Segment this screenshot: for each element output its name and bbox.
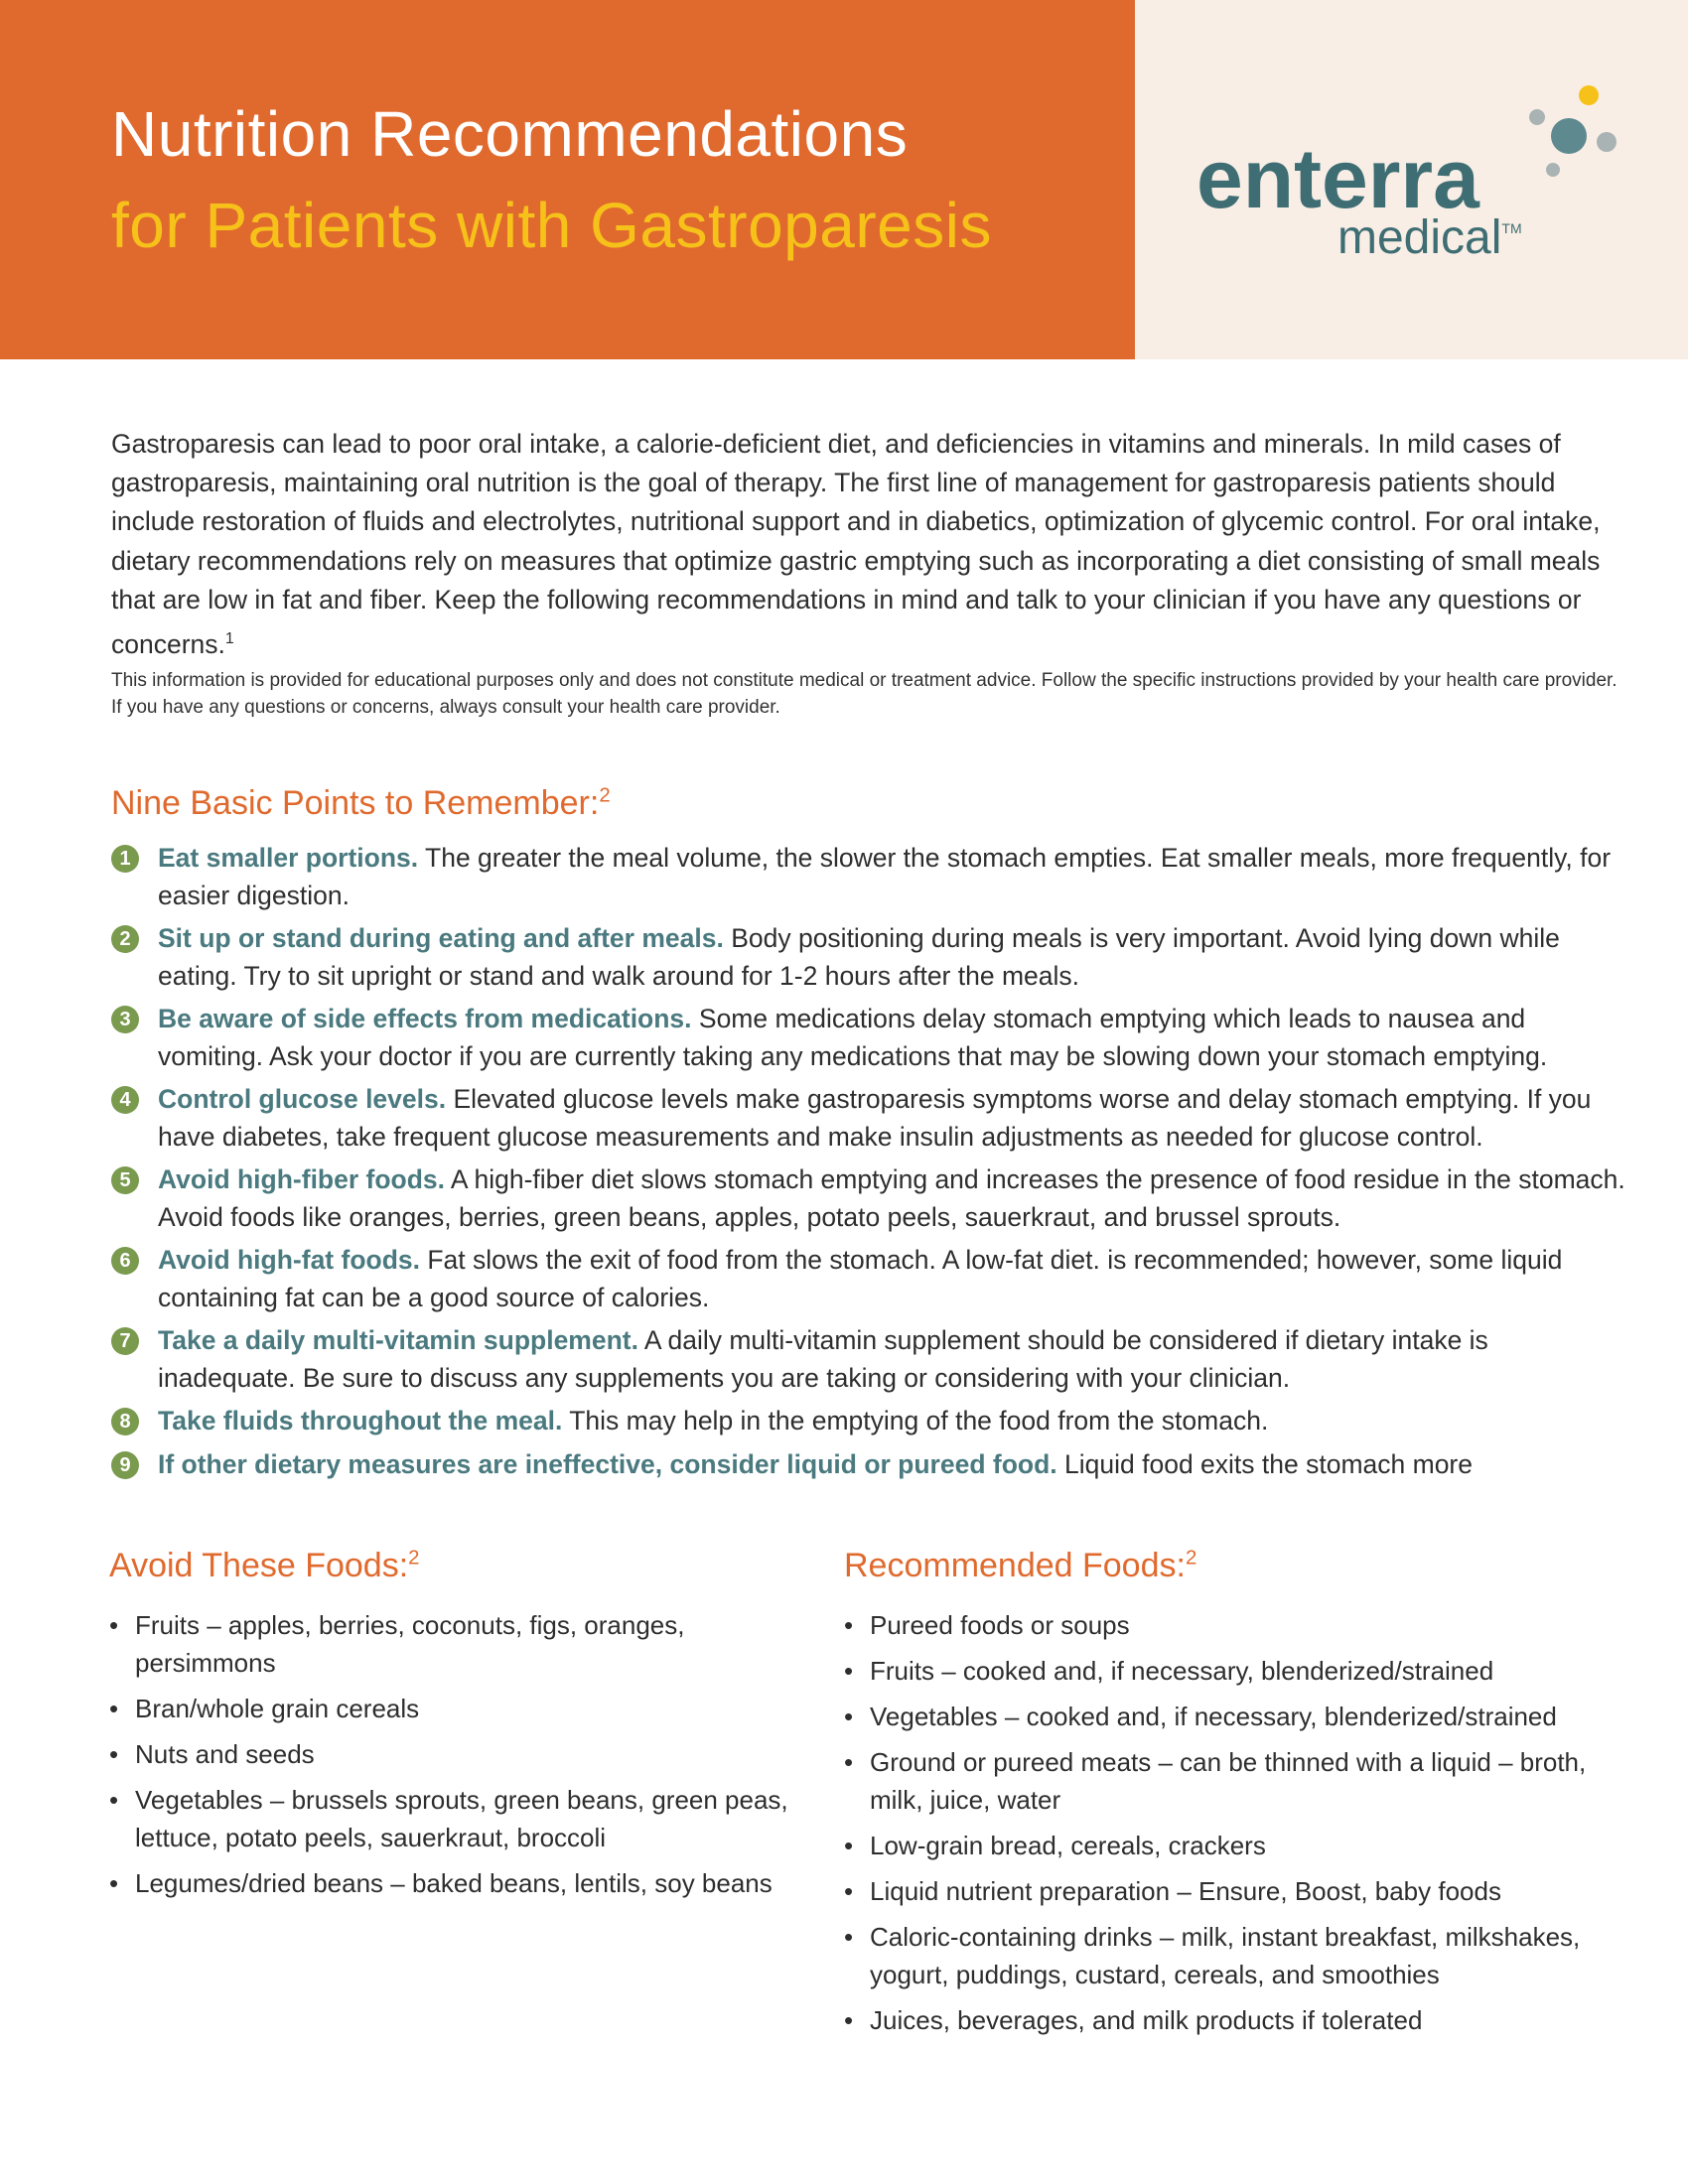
point-text: This may help in the emptying of the food from the stomach.: [562, 1406, 1269, 1435]
list-item: [111, 840, 1630, 914]
logo-dot-gray-bottom: [1546, 163, 1560, 177]
list-item: [111, 1001, 1630, 1075]
point-text: The greater the meal volume, the slower the stomach empties. Eat smaller meals, more frequently, for easier digestion.: [158, 843, 1612, 910]
point-title: Take a daily multi-vitamin supplement.: [158, 1325, 638, 1355]
point-title: Be aware of side effects from medications.: [158, 1004, 692, 1033]
list-item: [111, 1161, 1630, 1236]
avoid-foods-heading: Avoid These Foods:$^2$: [109, 1547, 420, 1584]
point-text: Liquid food exits the stomach more: [1056, 1448, 1473, 1479]
logo-submark: medical™: [1337, 211, 1522, 264]
number-badge: 9: [111, 1451, 139, 1479]
footnote-ref: 1: [224, 630, 234, 648]
point-text: A daily multi-vitamin supplement should be considered if dietary intake is inadequate. Be sure to discuss any supplements you are taking or considering with your clinician.: [158, 1325, 1488, 1393]
list-item: • Nuts and seeds: [109, 1735, 824, 1773]
page-subtitle: for Patients with Gastroparesis: [111, 190, 992, 261]
point-text: Body positioning during meals is very important. Avoid lying down while eating. Try to sit upright or stand and walk around for 1-2 hours after the meals.: [158, 923, 1560, 991]
point-text: Some medications delay stomach emptying which leads to nausea and vomiting. Ask your doctor if you are currently taking any medications that may be slowing down your stomach emptying.: [158, 1004, 1548, 1071]
points-heading: Nine Basic Points to Remember:$^2$: [111, 784, 611, 822]
recommended-foods-list: [844, 1606, 1618, 2047]
logo-wordmark: enterra: [1196, 132, 1479, 225]
list-item: [111, 1403, 1630, 1440]
list-item: • Fruits – cooked and, if necessary, blenderized/strained: [844, 1652, 1618, 1690]
enterra-medical-logo: [1196, 79, 1633, 268]
point-title: Eat smaller portions.: [158, 843, 419, 873]
number-badge: 5: [111, 1166, 139, 1194]
list-item: • Caloric-containing drinks – milk, instant breakfast, milkshakes, yogurt, puddings, custard, cereals, and smoothies: [844, 1918, 1618, 1993]
list-item: • Bran/whole grain cereals: [109, 1690, 824, 1727]
list-item: • Liquid nutrient preparation – Ensure, Boost, baby foods: [844, 1872, 1618, 1910]
list-item: • Low-grain bread, cereals, crackers: [844, 1827, 1618, 1864]
point-title: Avoid high-fiber foods.: [158, 1164, 446, 1194]
list-item: [111, 1446, 1630, 1484]
trademark-symbol: TM: [1501, 220, 1522, 236]
list-item: • Pureed foods or soups: [844, 1606, 1618, 1644]
list-item: [111, 1081, 1630, 1156]
point-text: Elevated glucose levels make gastroparesis symptoms worse and delay stomach emptying. If you have diabetes, take frequent glucose measurements and make insulin adjustments as needed for glucose control.: [158, 1084, 1592, 1152]
point-text: A high-fiber diet slows stomach emptying and increases the presence of food residue in the stomach. Avoid foods like oranges, berries, green beans, apples, potato peels, sauerkraut, and brussel sprouts.: [158, 1164, 1625, 1232]
list-item: • Ground or pureed meats – can be thinned with a liquid – broth, milk, juice, water: [844, 1743, 1618, 1819]
number-badge: 2: [111, 925, 139, 953]
recommended-foods-heading: Recommended Foods:$^2$: [844, 1547, 1197, 1584]
number-badge: 7: [111, 1327, 139, 1355]
point-title: If other dietary measures are ineffective, consider liquid or pureed food.: [158, 1448, 1057, 1479]
list-item: • Legumes/dried beans – baked beans, lentils, soy beans: [109, 1864, 824, 1902]
logo-dot-yellow: [1579, 85, 1599, 105]
header-banner: [0, 0, 1135, 359]
number-badge: 1: [111, 845, 139, 873]
intro-paragraph: Gastroparesis can lead to poor oral intake, a calorie-deficient diet, and deficiencies in vitamins and minerals. In mild cases of gastroparesis, maintaining oral nutrition is the goal of therapy. The first line of management for gastroparesis patients should include restoration of fluids and electrolytes, nutritional support and in diabetics, optimization of glycemic control. For oral intake, dietary recommendations rely on measures that optimize gastric emptying such as incorporating a diet consisting of small meals that are low in fat and fiber. Keep the following recommendations in mind and talk to your clinician if you have any questions or concerns.$^1$: [111, 429, 1601, 659]
list-item: • Vegetables – brussels sprouts, green beans, green peas, lettuce, potato peels, sauerkraut, broccoli: [109, 1781, 824, 1856]
logo-dot-teal-large: [1551, 118, 1587, 154]
nine-points-list: [111, 840, 1630, 1489]
list-item: • Juices, beverages, and milk products if tolerated: [844, 2001, 1618, 2039]
list-item: • Fruits – apples, berries, coconuts, figs, oranges, persimmons: [109, 1606, 824, 1682]
point-title: Control glucose levels.: [158, 1084, 447, 1114]
number-badge: 8: [111, 1408, 139, 1435]
list-item: [111, 1242, 1630, 1316]
point-title: Sit up or stand during eating and after meals.: [158, 923, 724, 953]
logo-dot-gray-top: [1529, 109, 1545, 125]
page-title: Nutrition Recommendations: [111, 98, 909, 170]
point-title: Take fluids throughout the meal.: [158, 1406, 563, 1435]
list-item: [111, 920, 1630, 995]
logo-dot-gray-right: [1597, 132, 1617, 152]
list-item: • Vegetables – cooked and, if necessary, blenderized/strained: [844, 1698, 1618, 1735]
point-title: Avoid high-fat foods.: [158, 1245, 420, 1275]
avoid-foods-list: [109, 1606, 824, 1910]
number-badge: 4: [111, 1086, 139, 1114]
point-text: Fat slows the exit of food from the stomach. A low-fat diet. is recommended; however, some liquid containing fat can be a good source of calories.: [158, 1245, 1563, 1312]
number-badge: 3: [111, 1006, 139, 1033]
disclaimer: This information is provided for educational purposes only and does not constitute medical or treatment advice. Follow the specific instructions provided by your health care provider. If you have any questions or concerns, always consult your health care provider.: [111, 670, 1618, 718]
number-badge: 6: [111, 1247, 139, 1275]
list-item: [111, 1322, 1630, 1397]
